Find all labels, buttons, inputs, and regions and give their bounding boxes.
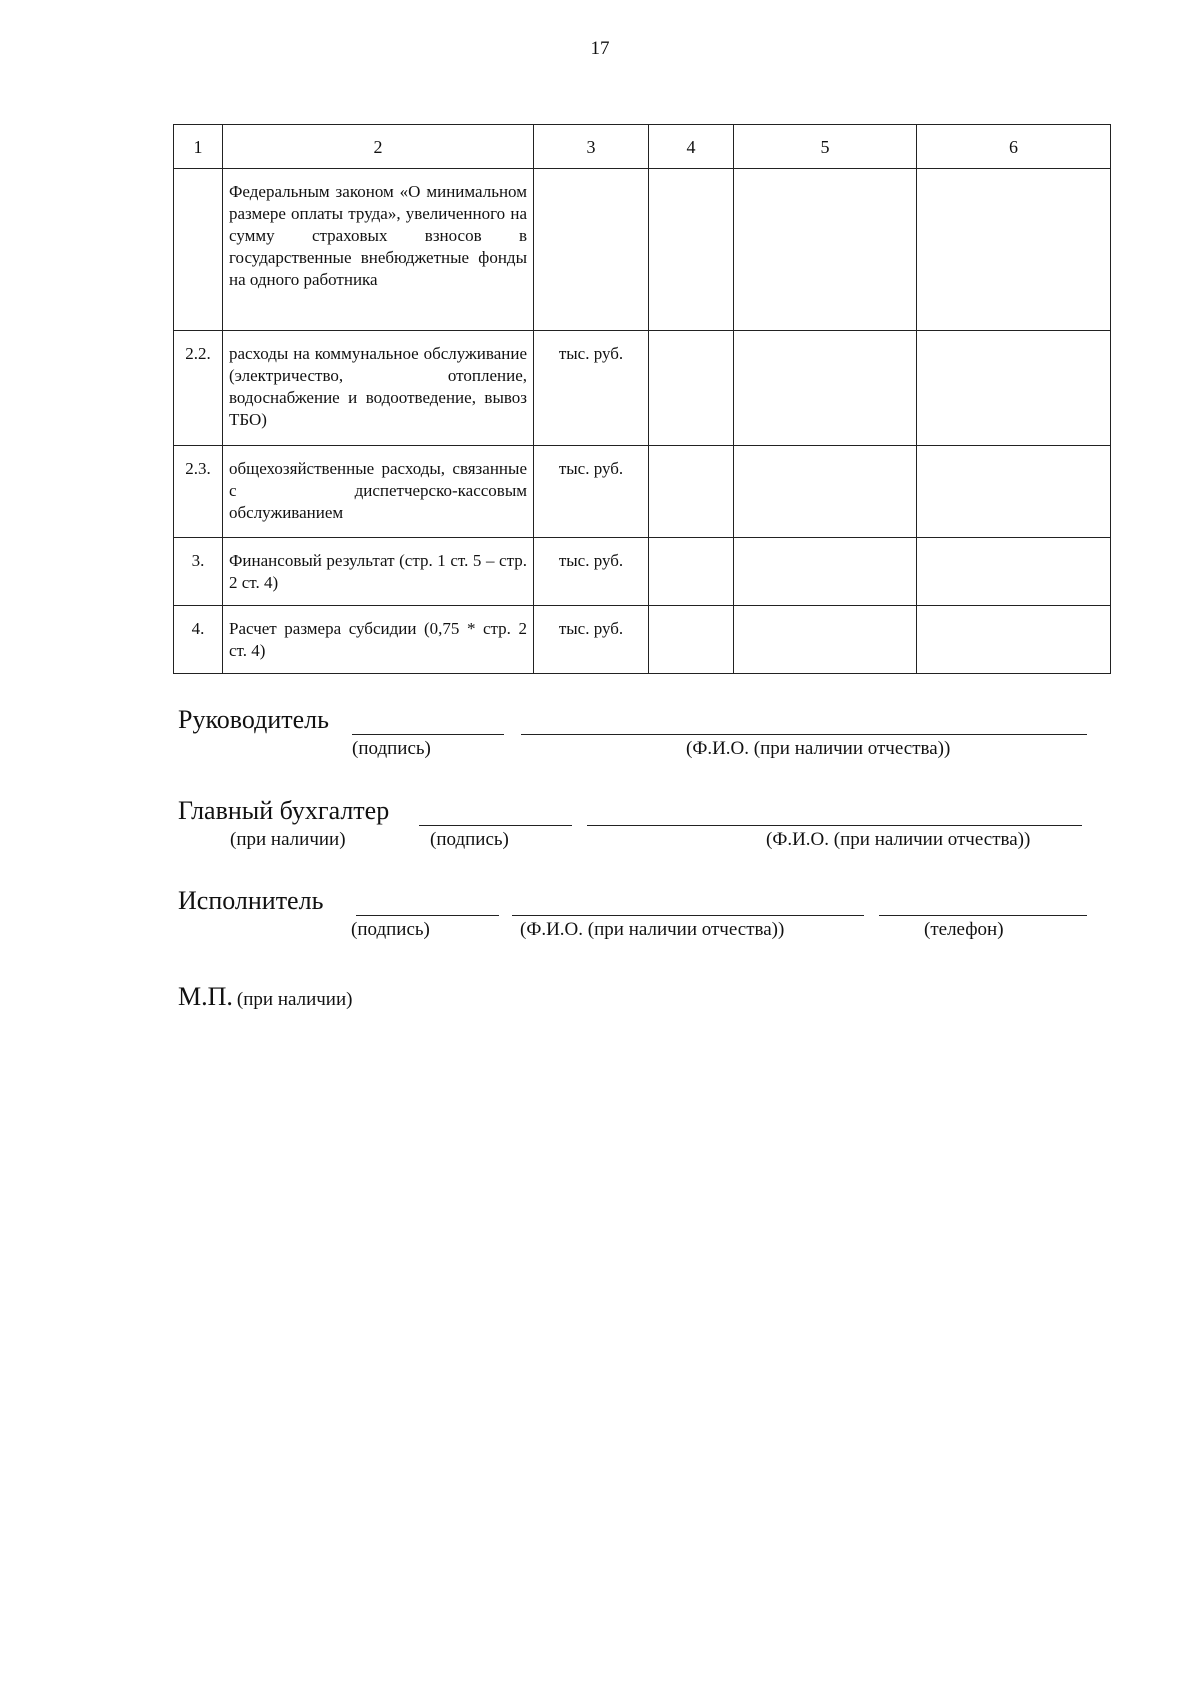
table-row bbox=[174, 446, 1111, 538]
row-number: 2.2. bbox=[174, 331, 223, 446]
table-row bbox=[174, 538, 1111, 606]
executor-signature-caption: (подпись) bbox=[351, 919, 430, 940]
header-cell: 4 bbox=[649, 125, 734, 169]
row-cell-6 bbox=[917, 538, 1111, 606]
stamp-note: (при наличии) bbox=[236, 989, 353, 1010]
row-unit: тыс. руб. bbox=[534, 331, 649, 446]
row-cell-4 bbox=[649, 169, 734, 331]
row-cell-4 bbox=[649, 606, 734, 674]
executor-signature-line bbox=[356, 915, 499, 916]
row-cell-5 bbox=[734, 331, 917, 446]
row-cell-5 bbox=[734, 169, 917, 331]
chief-accountant-title: Главный бухгалтер bbox=[178, 796, 390, 825]
row-number: 4. bbox=[174, 606, 223, 674]
row-cell-6 bbox=[917, 331, 1111, 446]
header-cell: 3 bbox=[534, 125, 649, 169]
stamp-place bbox=[178, 982, 352, 1012]
row-description: Федеральным законом «О минимальном размере оплаты труда», увеличенного на сумму страховых взносов в государственные внебюджетные фонды на одного работника bbox=[223, 169, 534, 331]
table-row bbox=[174, 331, 1111, 446]
row-description: Расчет размера субсидии (0,75 * стр. 2 ст. 4) bbox=[223, 606, 534, 674]
row-cell-5 bbox=[734, 538, 917, 606]
executor-name-line bbox=[512, 915, 864, 916]
head-name-line bbox=[521, 734, 1087, 735]
row-unit bbox=[534, 169, 649, 331]
header-cell: 1 bbox=[174, 125, 223, 169]
header-cell: 2 bbox=[223, 125, 534, 169]
table-row bbox=[174, 169, 1111, 331]
row-unit: тыс. руб. bbox=[534, 446, 649, 538]
head-name-caption: (Ф.И.О. (при наличии отчества)) bbox=[686, 738, 951, 759]
row-unit: тыс. руб. bbox=[534, 538, 649, 606]
table-row bbox=[174, 606, 1111, 674]
row-cell-4 bbox=[649, 538, 734, 606]
row-unit: тыс. руб. bbox=[534, 606, 649, 674]
row-number: 3. bbox=[174, 538, 223, 606]
row-cell-5 bbox=[734, 446, 917, 538]
chief-accountant-signature-caption: (подпись) bbox=[430, 829, 509, 850]
chief-accountant-name-caption: (Ф.И.О. (при наличии отчества)) bbox=[766, 829, 1031, 850]
row-cell-6 bbox=[917, 446, 1111, 538]
chief-accountant-name-line bbox=[587, 825, 1082, 826]
chief-accountant-signature-line bbox=[419, 825, 572, 826]
row-description: расходы на коммунальное обслуживание (электричество, отопление, водоснабжение и водоотведение, вывоз ТБО) bbox=[223, 331, 534, 446]
head-title: Руководитель bbox=[178, 705, 329, 734]
page-number: 17 bbox=[590, 38, 610, 59]
row-cell-6 bbox=[917, 169, 1111, 331]
executor-name-caption: (Ф.И.О. (при наличии отчества)) bbox=[520, 919, 785, 940]
row-description: общехозяйственные расходы, связанные с диспетчерско-кассовым обслуживанием bbox=[223, 446, 534, 538]
header-cell: 6 bbox=[917, 125, 1111, 169]
executor-phone-caption: (телефон) bbox=[924, 919, 1004, 940]
head-signature-caption: (подпись) bbox=[352, 738, 431, 759]
chief-accountant-note-caption: (при наличии) bbox=[230, 829, 346, 850]
row-number bbox=[174, 169, 223, 331]
report-table bbox=[173, 124, 1111, 674]
row-cell-5 bbox=[734, 606, 917, 674]
row-cell-4 bbox=[649, 446, 734, 538]
header-cell: 5 bbox=[734, 125, 917, 169]
row-cell-6 bbox=[917, 606, 1111, 674]
stamp-title: М.П. bbox=[178, 982, 233, 1011]
head-signature-line bbox=[352, 734, 504, 735]
row-description: Финансовый результат (стр. 1 ст. 5 – стр. 2 ст. 4) bbox=[223, 538, 534, 606]
table-header-row bbox=[174, 125, 1111, 169]
row-cell-4 bbox=[649, 331, 734, 446]
executor-title: Исполнитель bbox=[178, 886, 324, 915]
executor-phone-line bbox=[879, 915, 1087, 916]
row-number: 2.3. bbox=[174, 446, 223, 538]
